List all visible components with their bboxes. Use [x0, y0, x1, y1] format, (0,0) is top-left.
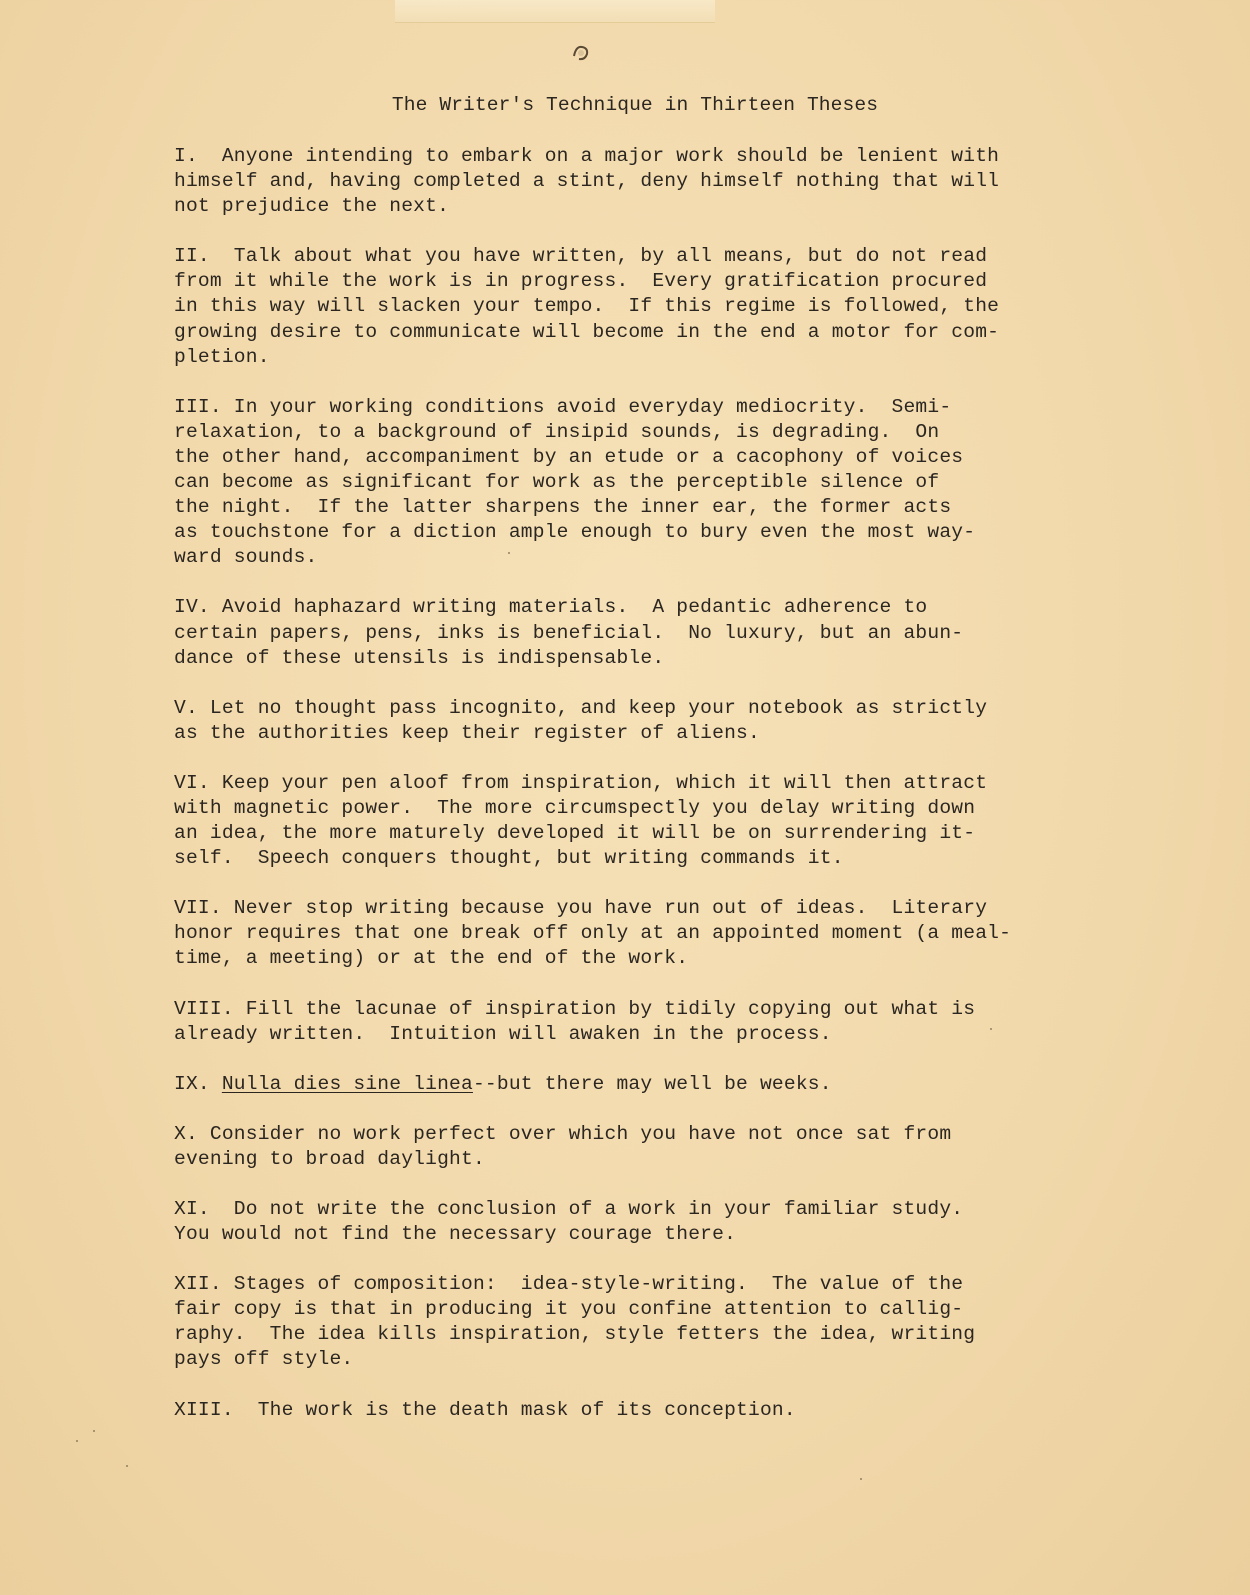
tape-strip	[395, 0, 715, 23]
text-line: from it while the work is in progress. Every gratification procured	[174, 270, 988, 293]
text-line: pays off style.	[174, 1348, 354, 1371]
text-line: an idea, the more maturely developed it will be on surrendering it-	[174, 822, 976, 845]
thesis-12	[174, 1272, 1011, 1372]
thesis-4	[174, 595, 1011, 670]
thesis-5	[174, 696, 1011, 746]
thesis-7	[174, 896, 1011, 971]
text-line: XIII. The work is the death mask of its conception.	[174, 1398, 796, 1421]
text-line: II. Talk about what you have written, by all means, but do not read	[174, 245, 988, 268]
text-line: XII. Stages of composition: idea-style-writing. The value of the	[174, 1273, 964, 1296]
text-line: as the authorities keep their register of aliens.	[174, 721, 760, 744]
paper-speck	[860, 1478, 862, 1480]
paper-speck	[126, 1465, 128, 1467]
thesis-text: --but there may well be weeks.	[472, 1072, 832, 1095]
text-line: as touchstone for a diction ample enough to bury even the most way-	[174, 521, 976, 544]
text-line: dance of these utensils is indispensable.	[174, 646, 665, 669]
text-line: not prejudice the next.	[174, 195, 450, 218]
latin-maxim: Nulla dies sine linea	[221, 1072, 473, 1095]
text-line: You would not find the necessary courage there.	[174, 1223, 737, 1246]
text-line: time, a meeting) or at the end of the work.	[174, 947, 689, 970]
text-line: honor requires that one break off only at an appointed moment (a meal-	[174, 922, 1012, 945]
text-line	[174, 1072, 1011, 1097]
text-line: fair copy is that in producing it you confine attention to callig-	[174, 1298, 964, 1321]
staple-hole-mark	[570, 42, 592, 64]
text-line: with magnetic power. The more circumspectly you delay writing down	[174, 796, 976, 819]
thesis-number: IX.	[174, 1072, 222, 1095]
document-title: The Writer's Technique in Thirteen Theses	[391, 94, 879, 116]
text-line: III. In your working conditions avoid everyday mediocrity. Semi-	[174, 395, 952, 418]
text-line: VII. Never stop writing because you have run out of ideas. Literary	[174, 897, 988, 920]
paper-speck	[76, 1440, 78, 1442]
text-line: IV. Avoid haphazard writing materials. A pedantic adherence to	[174, 596, 928, 619]
thesis-11	[174, 1197, 1011, 1247]
text-line: XI. Do not write the conclusion of a work in your familiar study.	[174, 1198, 964, 1220]
text-line: can become as significant for work as the perceptible silence of	[174, 471, 940, 494]
text-line: VIII. Fill the lacunae of inspiration by tidily copying out what is	[174, 997, 976, 1020]
text-line: VI. Keep your pen aloof from inspiration, which it will then attract	[174, 771, 988, 794]
theses-list	[174, 144, 1011, 1448]
text-line: pletion.	[174, 345, 270, 368]
text-line: X. Consider no work perfect over which you have not once sat from	[174, 1122, 952, 1145]
thesis-8	[174, 997, 1011, 1047]
thesis-2	[174, 244, 1011, 369]
text-line: growing desire to communicate will become in the end a motor for com-	[174, 320, 1000, 343]
thesis-6	[174, 771, 1011, 871]
paper-speck	[93, 1430, 95, 1432]
thesis-1	[174, 144, 1011, 219]
text-line: evening to broad daylight.	[174, 1147, 485, 1170]
text-line: self. Speech conquers thought, but writing commands it.	[174, 847, 844, 870]
text-line: in this way will slacken your tempo. If this regime is followed, the	[174, 295, 1000, 318]
text-line: already written. Intuition will awaken in the process.	[174, 1022, 832, 1045]
text-line: the other hand, accompaniment by an etude or a cacophony of voices	[174, 445, 964, 468]
text-line: certain papers, pens, inks is beneficial. No luxury, but an abun-	[174, 621, 964, 644]
thesis-13	[174, 1398, 1011, 1423]
text-line: raphy. The idea kills inspiration, style fetters the idea, writing	[174, 1323, 976, 1346]
text-line: relaxation, to a background of insipid sounds, is degrading. On	[174, 420, 940, 443]
text-line: V. Let no thought pass incognito, and keep your notebook as strictly	[174, 696, 988, 719]
text-line: ward sounds.	[174, 546, 318, 569]
text-line: the night. If the latter sharpens the inner ear, the former acts	[174, 496, 952, 519]
text-line: I. Anyone intending to embark on a major work should be lenient with	[174, 145, 1000, 167]
thesis-9	[174, 1072, 1011, 1097]
thesis-3	[174, 395, 1011, 571]
thesis-10	[174, 1122, 1011, 1172]
text-line: himself and, having completed a stint, deny himself nothing that will	[174, 170, 1000, 193]
